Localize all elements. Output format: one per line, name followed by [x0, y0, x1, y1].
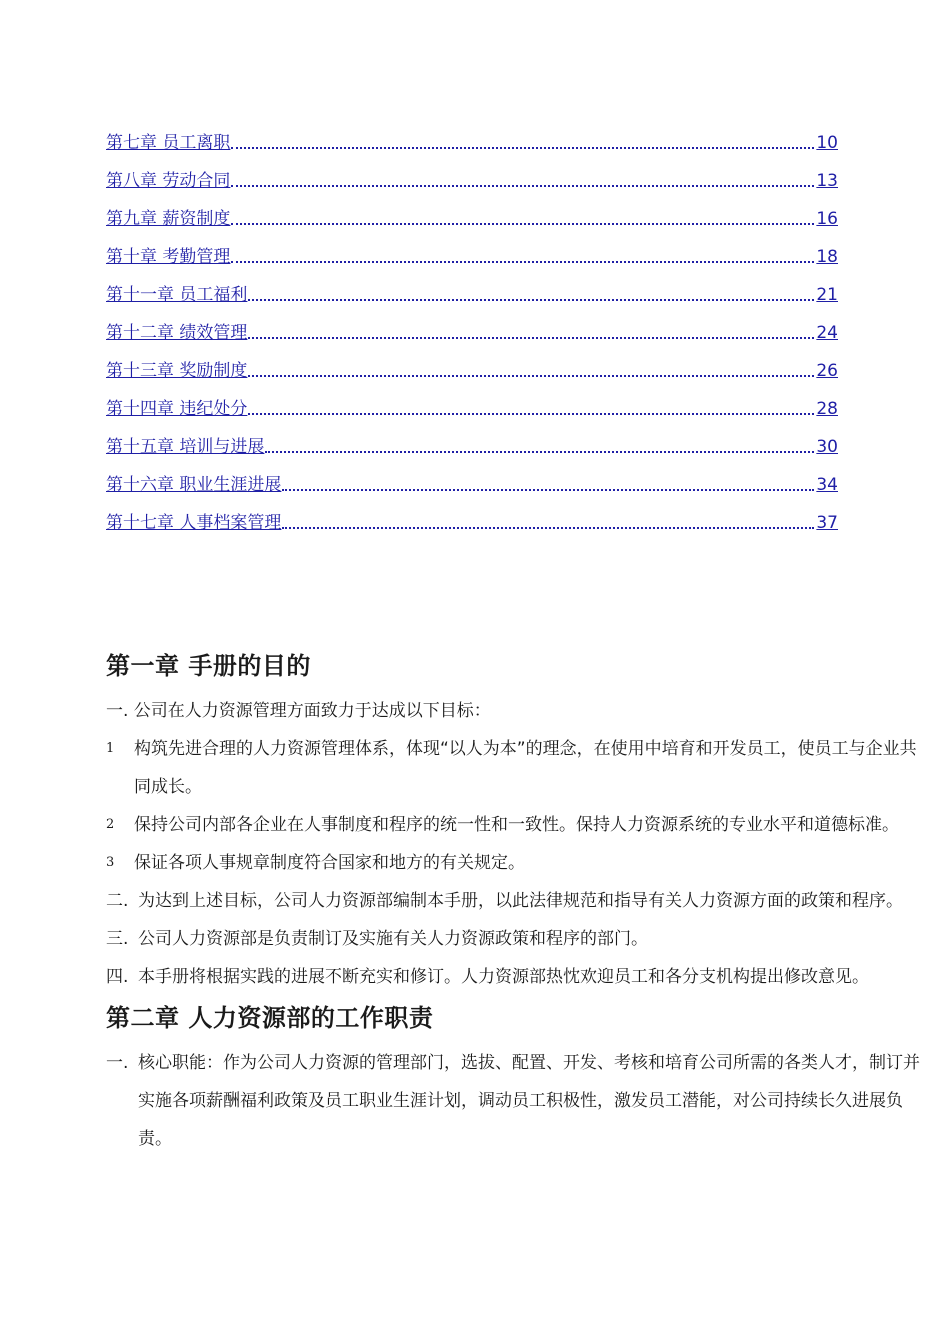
- toc-entry[interactable]: [106, 192, 838, 230]
- toc-entry[interactable]: [106, 306, 838, 344]
- toc-dot-leader: [231, 185, 814, 187]
- toc-entry[interactable]: [106, 420, 838, 458]
- toc-entry-title: 第八章 劳动合同: [106, 171, 231, 191]
- toc-dot-leader: [282, 527, 814, 529]
- toc-dot-leader: [282, 489, 814, 491]
- toc-dot-leader: [248, 337, 814, 339]
- toc-entry[interactable]: [106, 230, 838, 268]
- toc-entry-title: 第十二章 绩效管理: [106, 323, 248, 343]
- point-number: 二.: [106, 891, 129, 911]
- toc-dot-leader: [248, 413, 814, 415]
- toc-entry[interactable]: [106, 116, 838, 154]
- toc-entry-title: 第七章 员工离职: [106, 133, 231, 153]
- toc-entry-title: 第十四章 违纪处分: [106, 399, 248, 419]
- toc-entry[interactable]: [106, 154, 838, 192]
- chapter-1-heading: 第一章 手册的目的: [106, 652, 311, 680]
- point-text: 本手册将根据实践的进展不断充实和修订。人力资源部热忱欢迎员工和各分支机构提出修改意见。: [138, 967, 869, 987]
- point-item: [106, 958, 921, 996]
- goal-number: 1: [106, 741, 115, 756]
- goal-item: [106, 844, 921, 882]
- goal-number: 3: [106, 855, 115, 870]
- toc-entry-title: 第十三章 奖励制度: [106, 361, 248, 381]
- goal-item: [106, 806, 921, 844]
- point-text: 核心职能：作为公司人力资源的管理部门，选拔、配置、开发、考核和培育公司所需的各类人才，制订并实施各项薪酬福利政策及员工职业生涯计划，调动员工积极性，激发员工潜能，对公司持续长久进展负责。: [138, 1053, 920, 1149]
- goal-item: [106, 730, 921, 806]
- toc-entry[interactable]: [106, 344, 838, 382]
- goal-text: 保持公司内部各企业在人事制度和程序的统一性和一致性。保持人力资源系统的专业水平和道德标准。: [134, 815, 899, 835]
- toc-entry-page: 13: [816, 171, 838, 191]
- point-item: [106, 920, 921, 958]
- toc-entry-page: 26: [816, 361, 838, 381]
- table-of-contents: [106, 116, 838, 534]
- toc-dot-leader: [231, 261, 814, 263]
- point-number: 三.: [106, 929, 129, 949]
- point-item: [106, 1044, 921, 1158]
- toc-entry[interactable]: [106, 268, 838, 306]
- document-body: [106, 646, 921, 1158]
- toc-entry-title: 第十六章 职业生涯进展: [106, 475, 282, 495]
- toc-entry-page: 30: [816, 437, 838, 457]
- toc-entry-page: 24: [816, 323, 838, 343]
- toc-entry-page: 18: [816, 247, 838, 267]
- toc-entry[interactable]: [106, 496, 838, 534]
- toc-entry[interactable]: [106, 382, 838, 420]
- toc-entry-title: 第十章 考勤管理: [106, 247, 231, 267]
- point-item: [106, 882, 921, 920]
- point-text: 公司人力资源部是负责制订及实施有关人力资源政策和程序的部门。: [138, 929, 648, 949]
- point-number: 一.: [106, 1053, 129, 1073]
- point-number: 四.: [106, 967, 129, 987]
- toc-entry-title: 第十五章 培训与进展: [106, 437, 265, 457]
- toc-dot-leader: [265, 451, 814, 453]
- toc-dot-leader: [231, 147, 814, 149]
- chapter-2-heading: 第二章 人力资源部的工作职责: [106, 1004, 434, 1032]
- toc-entry[interactable]: [106, 458, 838, 496]
- toc-entry-page: 21: [816, 285, 838, 305]
- toc-entry-page: 34: [816, 475, 838, 495]
- toc-dot-leader: [248, 299, 814, 301]
- toc-entry-page: 28: [816, 399, 838, 419]
- goal-text: 构筑先进合理的人力资源管理体系，体现“以人为本”的理念，在使用中培育和开发员工，使员工与企业共同成长。: [134, 739, 917, 797]
- chapter-1-intro: 一. 公司在人力资源管理方面致力于达成以下目标：: [106, 701, 491, 721]
- point-text: 为达到上述目标，公司人力资源部编制本手册，以此法律规范和指导有关人力资源方面的政策和程序。: [138, 891, 903, 911]
- toc-entry-title: 第九章 薪资制度: [106, 209, 231, 229]
- toc-entry-title: 第十七章 人事档案管理: [106, 513, 282, 533]
- toc-dot-leader: [248, 375, 814, 377]
- toc-entry-page: 16: [816, 209, 838, 229]
- goal-text: 保证各项人事规章制度符合国家和地方的有关规定。: [134, 853, 525, 873]
- toc-entry-page: 10: [816, 133, 838, 153]
- goal-number: 2: [106, 817, 115, 832]
- toc-entry-title: 第十一章 员工福利: [106, 285, 248, 305]
- toc-dot-leader: [231, 223, 814, 225]
- toc-entry-page: 37: [816, 513, 838, 533]
